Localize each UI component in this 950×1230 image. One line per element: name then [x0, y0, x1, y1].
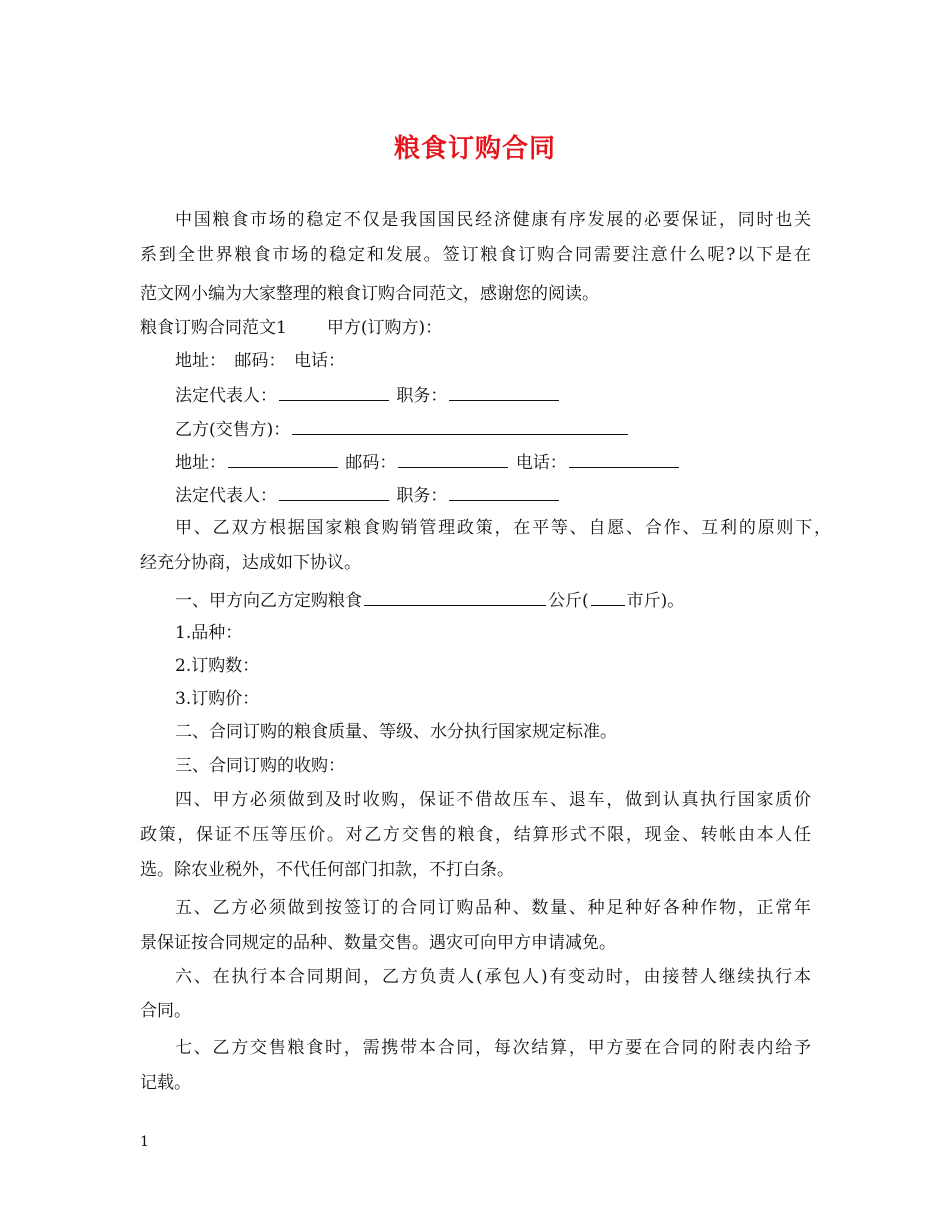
document-title: 粮食订购合同 [393, 134, 556, 164]
position2-label: 职务： [396, 486, 448, 506]
clause-4-line-1: 四、甲方必须做到及时收购，保证不借故压车、退车，做到认真执行国家质价 [175, 790, 811, 810]
postcode-blank [398, 450, 508, 468]
phone-blank [569, 450, 679, 468]
clause-2: 二、合同订购的粮食质量、等级、水分执行国家规定标准。 [175, 722, 617, 742]
party-b-row [175, 417, 630, 442]
rep2-blank [279, 483, 389, 501]
rep-blank [279, 383, 389, 401]
rep2-label: 法定代表人： [175, 486, 277, 506]
agreement-line-1: 甲、乙双方根据国家粮食购销管理政策，在平等、自愿、合作、互利的原则下， [175, 518, 831, 538]
clause-1-unit: 公斤( [548, 591, 589, 611]
clause-6-line-2: 合同。 [140, 1001, 191, 1021]
party-b-label: 乙方(交售方)： [175, 420, 291, 440]
clause-1-prefix: 一、甲方向乙方定购粮食 [175, 591, 362, 611]
party-b-rep-row [175, 483, 561, 508]
party-a-label: 甲方(订购方)： [326, 318, 443, 338]
party-b-blank [292, 417, 628, 435]
item-2: 2.订购数： [175, 656, 260, 676]
clause-7-line-2: 记载。 [140, 1073, 191, 1093]
item-1: 1.品种： [175, 623, 243, 643]
rep-label: 法定代表人： [175, 386, 277, 406]
clause-7-line-1: 七、乙方交售粮食时，需携带本合同，每次结算，甲方要在合同的附表内给予 [175, 1038, 811, 1058]
clause-4-line-2: 政策，保证不压等压价。对乙方交售的粮食，结算形式不限，现金、转帐由本人任 [140, 825, 811, 845]
agreement-line-2: 经充分协商，达成如下协议。 [140, 553, 361, 573]
address-label: 地址： [175, 453, 226, 473]
phone-label: 电话： [515, 453, 567, 473]
party-a-contact: 地址： 邮码： 电话： [175, 351, 345, 371]
address-blank [228, 450, 338, 468]
party-a-rep-row [175, 383, 561, 408]
clause-1-suffix: 市斤)。 [626, 591, 685, 611]
sample-heading-row [140, 316, 442, 340]
clause-1-qty-blank [364, 588, 546, 606]
item-3: 3.订购价： [175, 689, 260, 709]
clause-1-row [175, 588, 684, 613]
clause-6-line-1: 六、在执行本合同期间，乙方负责人(承包人)有变动时，由接替人继续执行本 [175, 967, 811, 987]
position-label: 职务： [396, 386, 448, 406]
intro-line-3: 范文网小编为大家整理的粮食订购合同范文，感谢您的阅读。 [140, 284, 599, 304]
clause-4-line-3: 选。除农业税外，不代任何部门扣款，不打白条。 [140, 860, 514, 880]
position2-blank [449, 483, 559, 501]
page-number: 1 [140, 1134, 149, 1150]
clause-5-line-1: 五、乙方必须做到按签订的合同订购品种、数量、种足种好各种作物，正常年 [175, 898, 811, 918]
intro-line-2: 系到全世界粮食市场的稳定和发展。签订粮食订购合同需要注意什么呢?以下是在 [140, 245, 811, 265]
intro-line-1: 中国粮食市场的稳定不仅是我国国民经济健康有序发展的必要保证，同时也关 [175, 210, 811, 230]
sample-heading: 粮食订购合同范文1 [140, 318, 287, 338]
clause-5-line-2: 景保证按合同规定的品种、数量交售。遇灾可向甲方申请减免。 [140, 933, 616, 953]
clause-3: 三、合同订购的收购： [175, 756, 345, 776]
postcode-label: 邮码： [345, 453, 397, 473]
clause-1-jin-blank [591, 588, 625, 606]
party-b-contact-row [175, 450, 681, 475]
position-blank [449, 383, 559, 401]
